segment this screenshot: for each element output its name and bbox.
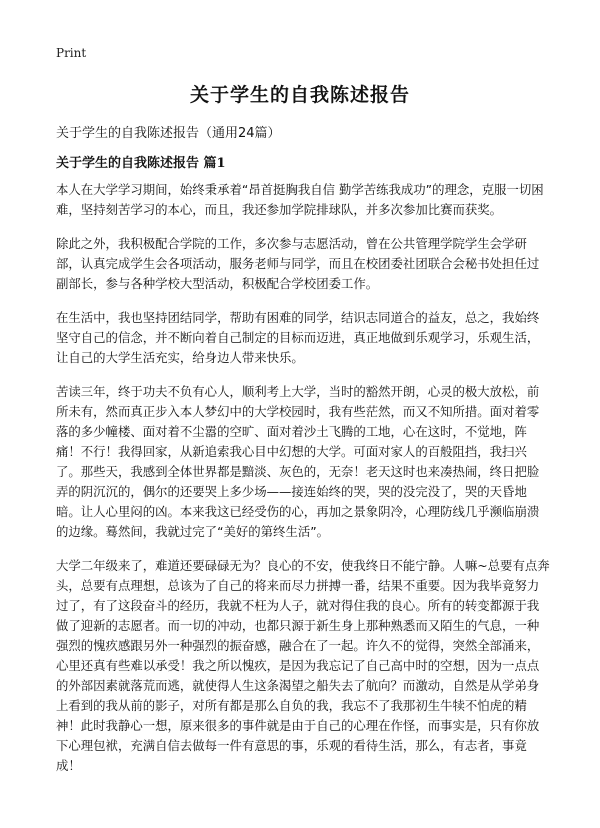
page-title: 关于学生的自我陈述报告 [189,84,410,106]
section-heading: 关于学生的自我陈述报告 篇1 [56,156,226,171]
print-label: Print [56,46,87,60]
paragraph-5: 大学二年级来了，难道还要碌碌无为？良心的不安，使我终日不能宁静。人嘛~总要有点奔头，总要有点理想，总该为了自己的将来而尽力拼搏一番，结果不重要。因为我毕竟努力过了，有了这段奋斗的经历，我就不枉为人子，就对得住我的良心。所有的转变都源于我做了迎新的志愿者。而一切的冲动，也都只源于新生身上那种熟悉而又陌生的气息，一种强烈的愧疚感跟另外一种强烈的振奋感，融合在了一起。许久不的觉得，突然全部涌来，心里还真有些难以承受！我之所以愧疚，是因为我忘记了自己高中时的空想，因为一点点的外部因素就落荒而逃，就使得人生这条渴望之船失去了航向？而激动，自然是从学弟身上看到的我从前的影子，对所有都是那么自负的我，我忘不了我那初生牛犊不怕虎的精神！此时我静心一想，原来很多的事件就是由于自己的心理在作怪，而事实是，只有你放下心理包袱，充满自信去做每一件有意思的事，乐观的看待生活，那么，有志者，事竟成！ [56,558,550,773]
article-body [56,180,550,790]
document-subtitle: 关于学生的自我陈述报告（通用24篇） [56,126,281,141]
paragraph-4: 苦读三年，终于功夫不负有心人，顺利考上大学，当时的豁然开朗，心灵的极大放松，前所未有，然而真正步入本人梦幻中的大学校园时，我有些茫然，而又不知所措。面对着零落的多少幢楼、面对着不尘嚣的空旷、面对着沙土飞腾的工地，心在这时，不觉地，阵痛！不行！我得回家，从新追索我心目中幻想的大学。可面对家人的百般阻挡，我扫兴了。那些天，我感到全体世界都是黯淡、灰色的，无奈！老天这时也来凑热闹，终日把脸弄的阴沉沉的，偶尔的还要哭上多少场——接连始终的哭，哭的没完没了，哭的天昏地暗。让人心里闷的凶。本来我这已经受伤的心，再加之景象阴冷，心理防线几乎濒临崩溃的边缘。蓦然间，我就过完了“美好的第终生活”。 [56,384,540,539]
paragraph-2: 除此之外，我积极配合学院的工作，多次参与志愿活动，曾在公共管理学院学生会学研部，认真完成学生会各项活动，服务老师与同学，而且在校团委社团联合会秘书处担任过副部长，参与各种学校大型活动，积极配合学校团委工作。 [56,236,540,291]
paragraph-1: 本人在大学学习期间，始终秉承着“昂首挺胸我自信 勤学苦练我成功”的理念，克服一切困难，坚持刻苦学习的本心，而且，我还参加学院排球队，并多次参加比赛而获奖。 [56,182,544,217]
paragraph-3: 在生活中，我也坚持团结同学，帮助有困难的同学，结识志同道合的益友，总之，我始终坚守自己的信念，并不断向着自己制定的目标而迈进，真正地做到乐观学习，乐观生活，让自己的大学生活充实，给身边人带来快乐。 [56,310,540,365]
